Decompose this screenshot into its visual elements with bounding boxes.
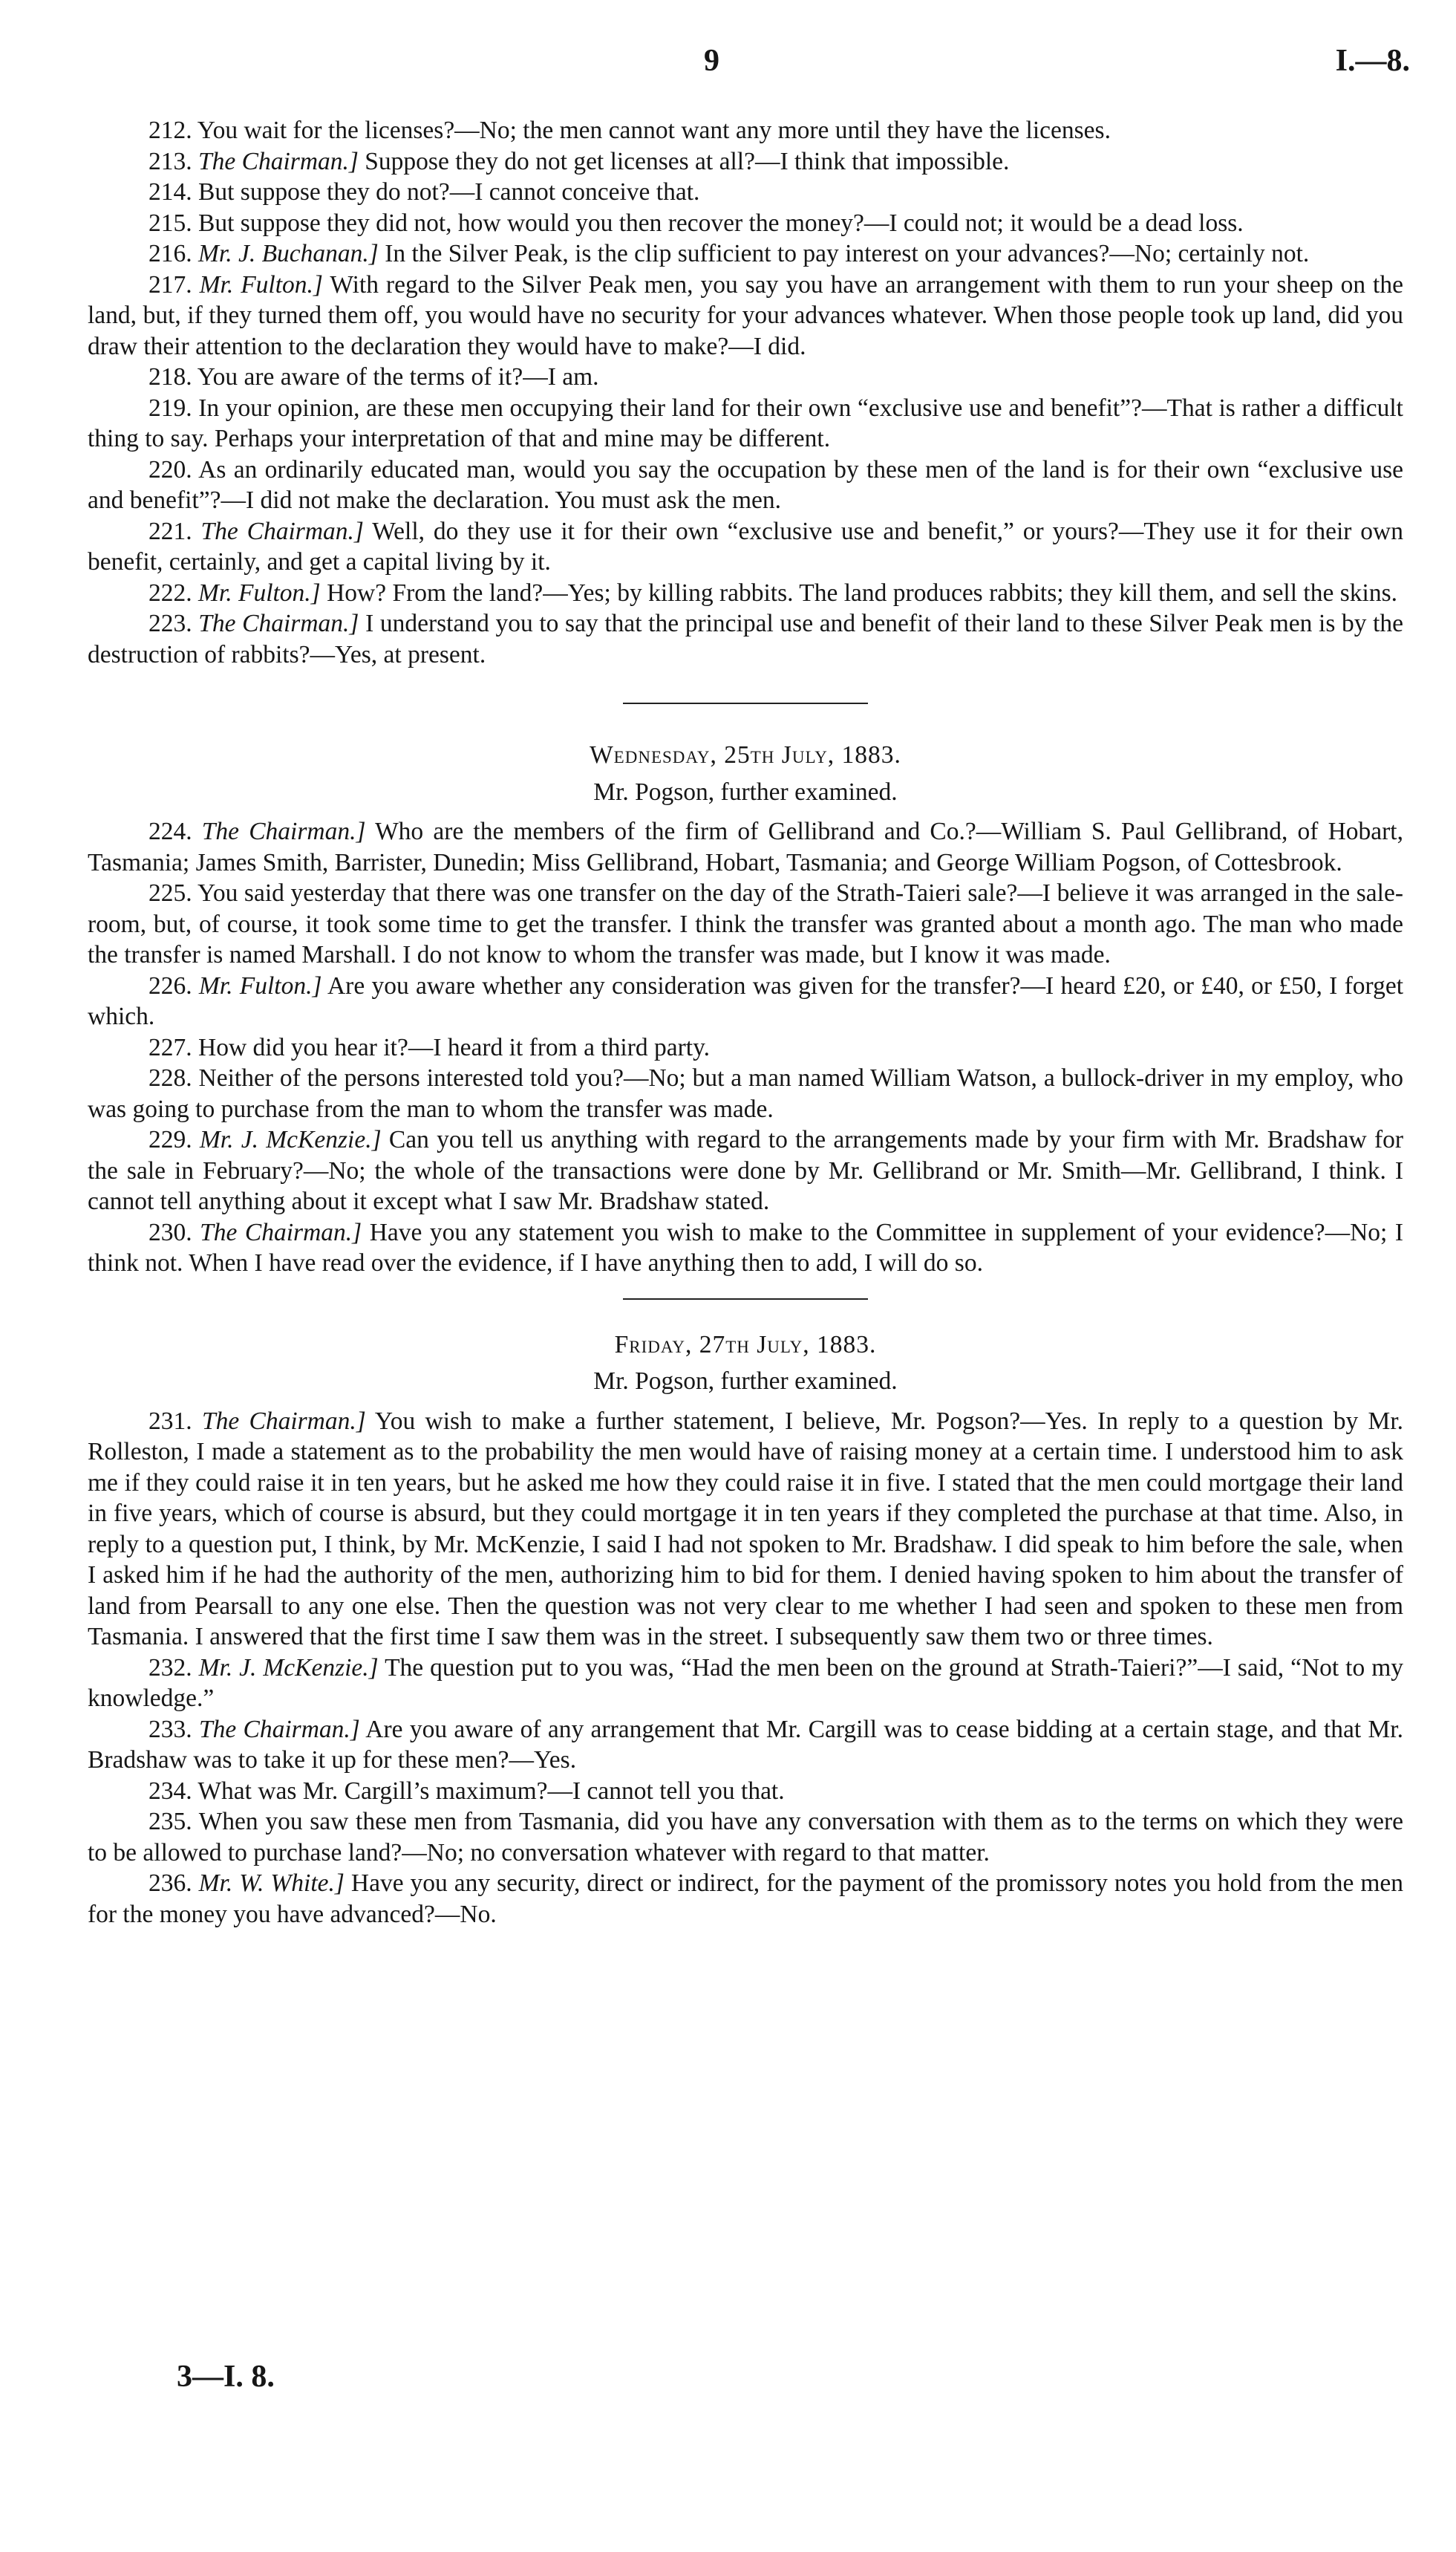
question-number: 223.: [148, 610, 192, 637]
question-paragraph: [88, 516, 1403, 578]
question-text: Have you any security, direct or indirect, for the payment of the promissory notes you hold from the men for the money you have advanced?—No.: [88, 1869, 1403, 1928]
question-number: 214.: [148, 178, 192, 206]
question-paragraph: [88, 393, 1403, 455]
question-paragraph: [88, 816, 1403, 878]
question-number: 224.: [148, 818, 192, 845]
speaker-name: The Chairman.]: [201, 818, 366, 845]
speaker-name: The Chairman.]: [200, 517, 364, 545]
question-paragraph: [88, 878, 1403, 971]
speaker-name: Mr. J. McKenzie.]: [198, 1653, 379, 1682]
question-number: 221.: [148, 517, 192, 545]
question-text: Are you aware of any arrangement that Mr. Cargill was to cease bidding at a certain stage, and that Mr. Bradshaw was to take it up for these men?—Yes.: [88, 1715, 1403, 1774]
question-text: You are aware of the terms of it?—I am.: [197, 363, 599, 391]
question-paragraph: [88, 1063, 1403, 1124]
question-paragraph: [88, 455, 1403, 516]
document-body: [88, 115, 1403, 1930]
question-paragraph: [88, 578, 1403, 609]
question-text: As an ordinarily educated man, would you say the occupation by these men of the land is for their own “exclusive use and benefit”?—I did not make the declaration. You must ask the men.: [88, 455, 1403, 514]
question-number: 213.: [148, 147, 192, 175]
question-paragraph: [88, 1806, 1403, 1868]
speaker-name: Mr. Fulton.]: [199, 270, 323, 299]
speaker-name: Mr. J. McKenzie.]: [199, 1126, 382, 1153]
question-paragraph: [88, 1217, 1403, 1279]
session-date-heading: Friday, 27th July, 1883.: [614, 1330, 877, 1358]
question-paragraph: [88, 362, 1403, 393]
question-number: 222.: [148, 579, 192, 607]
question-text: With regard to the Silver Peak men, you say you have an arrangement with them to run your sheep on the land, but, if they turned them off, you would have no security for your advances whatever. When those people took up land, did you draw their attention to the declaration they would have to make?—I did.: [88, 270, 1403, 360]
question-number: 235.: [148, 1808, 192, 1835]
question-paragraph: [88, 208, 1403, 239]
question-number: 225.: [148, 879, 192, 907]
question-text: How? From the land?—Yes; by killing rabbits. The land produces rabbits; they kill them, and sell the skins.: [327, 579, 1397, 607]
question-number: 217.: [148, 270, 192, 299]
question-text: Suppose they do not get licenses at all?—I think that impossible.: [365, 147, 1010, 175]
witness-subheading: Mr. Pogson, further examined.: [593, 1367, 898, 1395]
question-paragraph: [88, 146, 1403, 178]
speaker-name: The Chairman.]: [200, 1218, 362, 1246]
question-number: 216.: [148, 240, 192, 267]
question-text: In your opinion, are these men occupying their land for their own “exclusive use and benefit”?—That is rather a difficult thing to say. Perhaps your interpretation of that and mine may be different.: [88, 394, 1403, 452]
question-text: Are you aware whether any consideration was given for the transfer?—I heard £20, or £40, or £50, I forget which.: [88, 971, 1403, 1030]
question-text: Who are the members of the firm of Gellibrand and Co.?—William S. Paul Gellibrand, of Hobart, Tasmania; James Smith, Barrister, Dunedin; Miss Gellibrand, Hobart, Tasmania; and George William Pogson, of Cottesbrook.: [88, 818, 1403, 876]
question-paragraph: [88, 177, 1403, 208]
question-number: 231.: [148, 1407, 192, 1435]
document-reference: I.—8.: [1335, 44, 1410, 78]
question-number: 227.: [148, 1033, 192, 1061]
speaker-name: The Chairman.]: [198, 147, 359, 175]
question-number: 234.: [148, 1777, 192, 1805]
question-text: When you saw these men from Tasmania, did you have any conversation with them as to the terms on which they were to be allowed to purchase land?—No; no conversation whatever with regard to that matter.: [88, 1808, 1403, 1866]
speaker-name: Mr. J. Buchanan.]: [198, 240, 379, 267]
question-number: 233.: [148, 1715, 192, 1743]
sheet-signature: 3—I. 8.: [177, 2360, 275, 2394]
question-number: 212.: [148, 117, 192, 144]
question-paragraph: [88, 1124, 1403, 1217]
question-paragraph: [88, 115, 1403, 146]
speaker-name: The Chairman.]: [198, 610, 359, 637]
page-header: [0, 43, 1456, 88]
section-divider: [623, 703, 868, 704]
question-text: How did you hear it?—I heard it from a third party.: [198, 1033, 711, 1061]
question-text: I understand you to say that the principal use and benefit of their land to these Silver Peak men is by the destruction of rabbits?—Yes, at present.: [88, 610, 1404, 668]
question-text: Can you tell us anything with regard to the arrangements made by your firm with Mr. Bradshaw for the sale in February?—No; the whole of the transactions were done by Mr. Gellibrand or Mr. Smith—Mr. Gellibrand, I think. I cannot tell anything about it except what I saw Mr. Bradshaw stated.: [88, 1126, 1404, 1215]
question-paragraph: [88, 1776, 1403, 1807]
question-text: What was Mr. Cargill’s maximum?—I cannot tell you that.: [197, 1777, 785, 1805]
question-text: You wait for the licenses?—No; the men cannot want any more until they have the licenses.: [197, 117, 1111, 144]
question-paragraph: [88, 608, 1403, 670]
question-number: 218.: [148, 363, 192, 391]
question-text: Neither of the persons interested told you?—No; but a man named William Watson, a bullock-driver in my employ, who was going to purchase from the man to whom the transfer was made.: [88, 1064, 1404, 1123]
question-number: 229.: [148, 1126, 192, 1153]
speaker-name: Mr. W. White.]: [198, 1869, 345, 1897]
speaker-name: Mr. Fulton.]: [198, 579, 321, 607]
page-number: 9: [704, 44, 719, 78]
question-text: In the Silver Peak, is the clip sufficient to pay interest on your advances?—No; certainly not.: [385, 240, 1310, 267]
question-text: But suppose they did not, how would you then recover the money?—I could not; it would be a dead loss.: [198, 209, 1244, 237]
question-paragraph: [88, 1406, 1403, 1653]
question-number: 220.: [148, 455, 192, 484]
section-divider: [623, 1298, 868, 1300]
question-text: You said yesterday that there was one transfer on the day of the Strath-Taieri sale?—I believe it was arranged in the sale-room, but, of course, it took some time to get the transfer. I think the transfer was granted about a month ago. The man who made the transfer is named Marshall. I do not know to whom the transfer was made, but I know it was made.: [88, 879, 1403, 969]
question-text: Have you any statement you wish to make to the Committee in supplement of your evidence?—No; I think not. When I have read over the evidence, if I have anything then to add, I will do so.: [88, 1218, 1404, 1277]
question-number: 230.: [148, 1218, 192, 1246]
question-paragraph: [88, 1032, 1403, 1064]
question-paragraph: [88, 238, 1403, 270]
speaker-name: The Chairman.]: [201, 1407, 366, 1435]
question-paragraph: [88, 1714, 1403, 1776]
question-paragraph: [88, 1868, 1403, 1930]
question-number: 232.: [148, 1653, 192, 1682]
question-text: You wish to make a further statement, I believe, Mr. Pogson?—Yes. In reply to a question by Mr. Rolleston, I made a statement as to the probability the men would have of raising money at a certain time. I understood him to ask me if they could raise it in ten years, but he asked me how they could raise it in five. I stated that the men could mortgage their land in five years, which of course is absurd, but they could mortgage it in ten years if they completed the purchase at that time. Also, in reply to a question put, I think, by Mr. McKenzie, I said I had not spoken to Mr. Bradshaw. I did speak to him before the sale, when I asked him if he had the authority of the men, authorizing him to bid for them. I denied having spoken to him about the transfer of land from Pearsall to any one else. Then the question was not very clear to me whether I had seen and spoken to these men from Tasmania. I answered that the first time I saw them was in the street. I subsequently saw them two or three times.: [88, 1407, 1404, 1650]
question-number: 226.: [148, 971, 192, 1000]
question-text: Well, do they use it for their own “exclusive use and benefit,” or yours?—They use it for their own benefit, certainly, and get a capital living by it.: [88, 517, 1403, 576]
question-number: 236.: [148, 1869, 192, 1897]
speaker-name: Mr. Fulton.]: [198, 971, 322, 1000]
question-number: 215.: [148, 209, 192, 237]
question-text: But suppose they do not?—I cannot conceive that.: [198, 178, 700, 206]
question-text: The question put to you was, “Had the men been on the ground at Strath-Taieri?”—I said, “Not to my knowledge.”: [88, 1653, 1404, 1712]
question-number: 219.: [148, 394, 192, 422]
question-paragraph: [88, 971, 1403, 1032]
session-date-heading: Wednesday, 25th July, 1883.: [590, 741, 901, 769]
witness-subheading: Mr. Pogson, further examined.: [593, 778, 898, 806]
question-number: 228.: [148, 1064, 192, 1092]
speaker-name: The Chairman.]: [198, 1715, 360, 1743]
question-paragraph: [88, 270, 1403, 362]
question-paragraph: [88, 1653, 1403, 1714]
